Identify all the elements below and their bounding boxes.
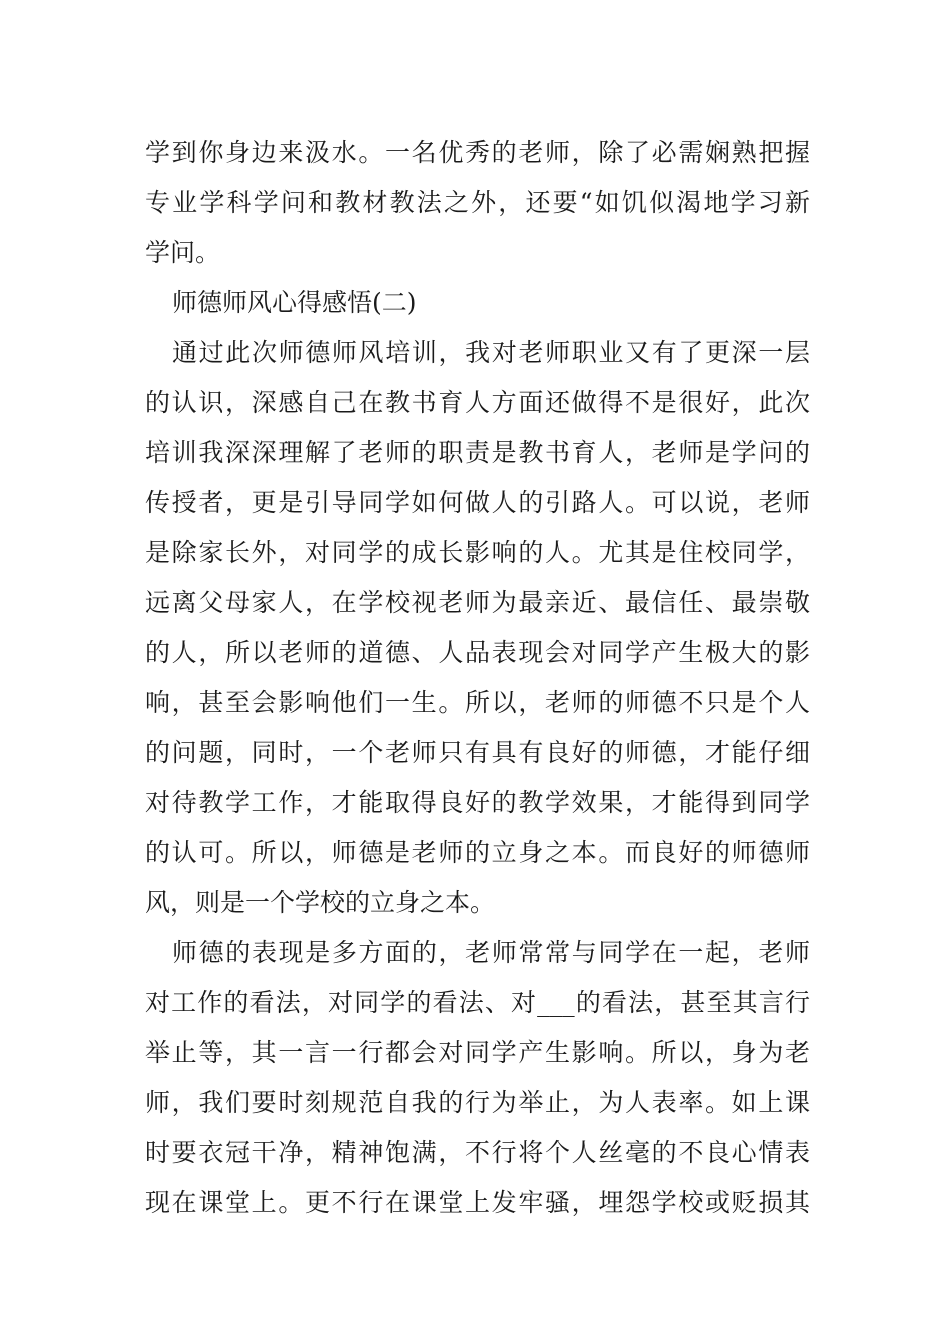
paragraph-2-line-8: 响，甚至会影响他们一生。所以，老师的师德不只是个人 — [145, 688, 810, 717]
paragraph-2-line-2: 的认识，深感自己在教书育人方面还做得不是很好，此次 — [145, 388, 810, 417]
paragraph-3-line-5: 时要衣冠干净，精神饱满，不行将个人丝毫的不良心情表 — [145, 1138, 810, 1167]
paragraph-2-line-6: 远离父母家人，在学校视老师为最亲近、最信任、最崇敬 — [145, 588, 810, 617]
paragraph-1-line-1: 学到你身边来汲水。一名优秀的老师，除了必需娴熟把握 — [145, 138, 810, 167]
paragraph-3-line-6: 现在课堂上。更不行在课堂上发牢骚，埋怨学校或贬损其 — [145, 1188, 810, 1217]
paragraph-3-line-2: 对工作的看法，对同学的看法、对___的看法，甚至其言行 — [145, 988, 810, 1017]
paragraph-1-line-3: 学问。 — [145, 238, 221, 267]
paragraph-2-line-5: 是除家长外，对同学的成长影响的人。尤其是住校同学， — [145, 538, 810, 567]
paragraph-2-line-12: 风，则是一个学校的立身之本。 — [145, 888, 496, 917]
paragraph-1-line-2: 专业学科学问和教材教法之外，还要“如饥似渴地学习新 — [145, 188, 810, 217]
paragraph-2-line-10: 对待教学工作，才能取得良好的教学效果，才能得到同学 — [145, 788, 810, 817]
paragraph-2-line-9: 的问题，同时，一个老师只有具有良好的师德，才能仔细 — [145, 738, 810, 767]
paragraph-2-line-11: 的认可。所以，师德是老师的立身之本。而良好的师德师 — [145, 838, 810, 867]
paragraph-2-line-1: 通过此次师德师风培训，我对老师职业又有了更深一层 — [172, 338, 810, 367]
paragraph-2-line-4: 传授者，更是引导同学如何做人的引路人。可以说，老师 — [145, 488, 810, 517]
paragraph-3-line-4: 师，我们要时刻规范自我的行为举止，为人表率。如上课 — [145, 1088, 810, 1117]
section-heading: 师德师风心得感悟(二) — [172, 288, 417, 317]
paragraph-3-line-1: 师德的表现是多方面的，老师常常与同学在一起，老师 — [172, 938, 810, 967]
paragraph-2-line-3: 培训我深深理解了老师的职责是教书育人，老师是学问的 — [145, 438, 810, 467]
paragraph-2-line-7: 的人，所以老师的道德、人品表现会对同学产生极大的影 — [145, 638, 810, 667]
paragraph-3-line-3: 举止等，其一言一行都会对同学产生影响。所以，身为老 — [145, 1038, 810, 1067]
